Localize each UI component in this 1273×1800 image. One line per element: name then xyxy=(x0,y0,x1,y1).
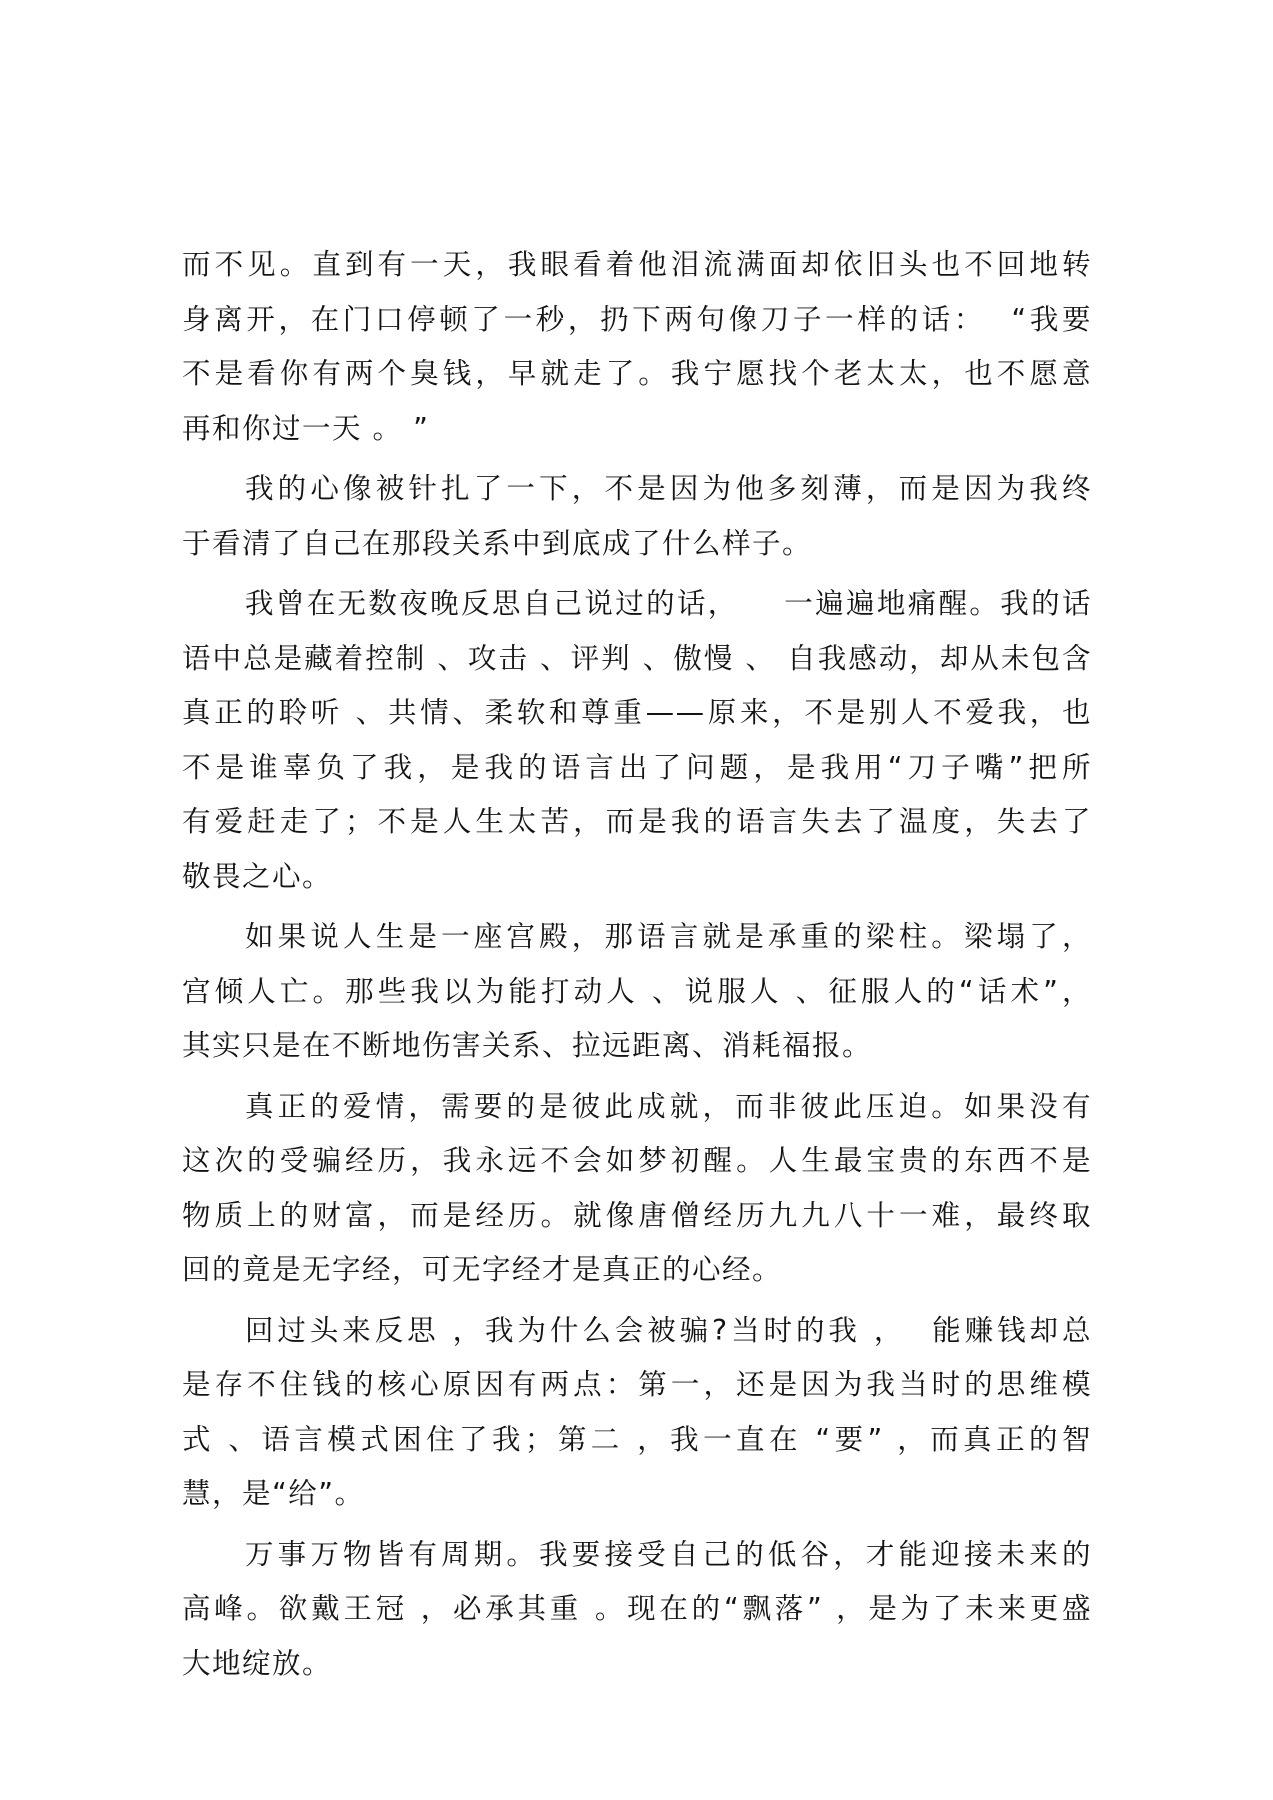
paragraph xyxy=(182,238,1092,456)
text-line: 式 、语言模式困住了我；第二 ，我一直在 “要” ，而真正的智 xyxy=(182,1422,1092,1456)
text-line: 于看清了自己在那段关系中到底成了什么样子。 xyxy=(182,526,813,560)
paragraph xyxy=(182,910,1092,1074)
paragraph xyxy=(182,577,1092,904)
text-line: 回的竟是无字经，可无字经才是真正的心经。 xyxy=(182,1253,783,1286)
text-line: 如果说人生是一座宫殿，那语言就是承重的梁柱。梁塌了， xyxy=(245,920,1092,953)
text-line: 身离开，在门口停顿了一秒，扔下两句像刀子一样的话： “我要 xyxy=(182,302,1092,336)
text-line: 不是看你有两个臭钱，早就走了。我宁愿找个老太太，也不愿意 xyxy=(182,357,1092,390)
text-line: 我曾在无数夜晚反思自己说过的话， 一遍遍地痛醒。我的话 xyxy=(245,587,1092,620)
paragraph xyxy=(182,1528,1092,1692)
paragraph xyxy=(182,462,1092,571)
text-line: 是存不住钱的核心原因有两点：第一，还是因为我当时的思维模 xyxy=(182,1368,1092,1401)
text-line: 语中总是藏着控制 、攻击 、评判 、傲慢 、 自我感动，却从未包含 xyxy=(182,641,1092,675)
text-line: 万事万物皆有周期。我要接受自己的低谷，才能迎接未来的 xyxy=(245,1537,1092,1571)
text-line: 物质上的财富，而是经历。就像唐僧经历九九八十一难，最终取 xyxy=(182,1198,1092,1232)
text-line: 真正的爱情，需要的是彼此成就，而非彼此压迫。如果没有 xyxy=(245,1089,1092,1123)
text-line: 宫倾人亡。那些我以为能打动人 、说服人 、征服人的“话术”， xyxy=(182,974,1092,1008)
text-line: 真正的聆听 、共情、柔软和尊重——原来，不是别人不爱我，也 xyxy=(182,696,1092,729)
text-line: 其实只是在不断地伤害关系、拉远距离、消耗福报。 xyxy=(182,1029,873,1062)
text-line: 大地绽放。 xyxy=(182,1646,333,1680)
text-line: 高峰。欲戴王冠 ，必承其重 。现在的“飘落” ，是为了未来更盛 xyxy=(182,1592,1092,1625)
text-line: 而不见。直到有一天，我眼看着他泪流满面却依旧头也不回地转 xyxy=(182,248,1092,281)
text-line: 敬畏之心。 xyxy=(182,859,333,893)
text-line: 回过头来反思 ，我为什么会被骗?当时的我 ， 能赚钱却总 xyxy=(245,1313,1092,1347)
text-line: 不是谁辜负了我，是我的语言出了问题，是我用“刀子嘴”把所 xyxy=(182,750,1092,784)
paragraph xyxy=(182,1304,1092,1522)
text-line: 慧，是“给”。 xyxy=(182,1477,365,1510)
text-line: 我的心像被针扎了一下，不是因为他多刻薄，而是因为我终 xyxy=(245,472,1092,505)
text-line: 这次的受骗经历，我永远不会如梦初醒。人生最宝贵的东西不是 xyxy=(182,1144,1092,1177)
body-text xyxy=(182,238,1092,1691)
paragraph xyxy=(182,1080,1092,1298)
text-line: 有爱赶走了；不是人生太苦，而是我的语言失去了温度，失去了 xyxy=(182,805,1092,838)
text-line: 再和你过一天 。 ” xyxy=(182,411,430,445)
